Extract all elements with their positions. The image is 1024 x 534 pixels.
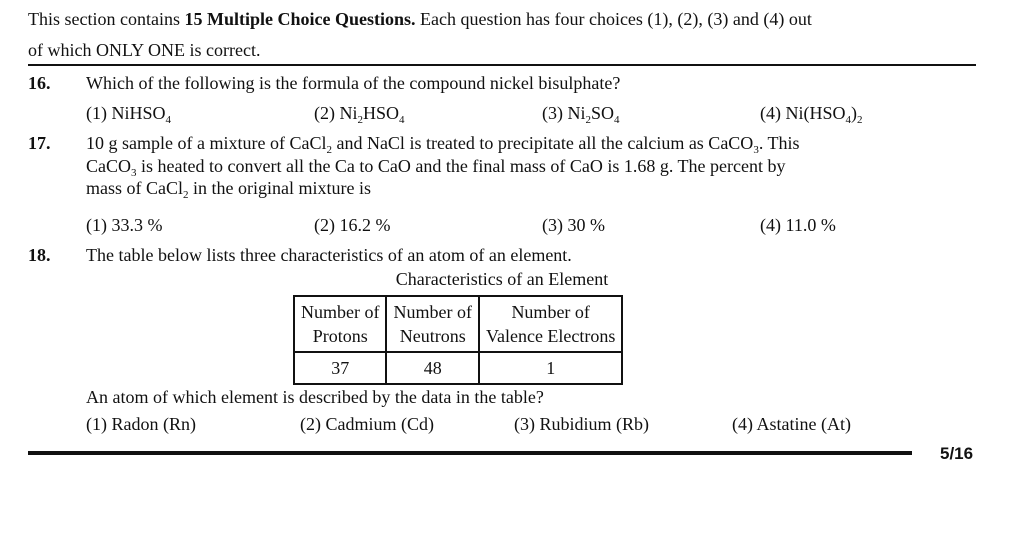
formula-part: ) bbox=[851, 103, 858, 123]
stem-text: 10 g sample of a mixture of CaCl bbox=[86, 133, 327, 153]
table-header-row bbox=[294, 296, 622, 352]
characteristics-table bbox=[293, 295, 623, 385]
option-label: (3) bbox=[542, 103, 563, 123]
option-3[interactable] bbox=[542, 102, 620, 125]
option-2[interactable] bbox=[314, 102, 405, 125]
question-16-options bbox=[86, 102, 976, 124]
subscript: 3 bbox=[131, 166, 137, 179]
question-stem: The table below lists three characteristics of an atom of an element. bbox=[86, 245, 572, 265]
formula-part: SO bbox=[591, 103, 615, 123]
formula-part: HSO bbox=[363, 103, 400, 123]
question-17-options bbox=[86, 214, 976, 236]
stem-text: and NaCl is treated to precipitate all the calcium as CaCO bbox=[331, 133, 754, 153]
header-text: Number of bbox=[393, 302, 472, 322]
subscript: 4 bbox=[399, 114, 405, 126]
header-protons bbox=[294, 296, 386, 352]
option-1[interactable] bbox=[86, 102, 171, 125]
stem-text: in the original mixture is bbox=[188, 178, 371, 198]
header-text: Valence Electrons bbox=[485, 326, 616, 346]
subscript: 2 bbox=[857, 114, 863, 126]
cell-valence-electrons: 1 bbox=[479, 352, 622, 384]
option-1[interactable]: (1) Radon (Rn) bbox=[86, 414, 196, 434]
subscript: 2 bbox=[326, 144, 332, 156]
cell-protons: 37 bbox=[294, 352, 386, 384]
question-number: 16. bbox=[28, 73, 51, 93]
stem-text: mass of CaCl bbox=[86, 178, 183, 198]
header-text: Number of bbox=[301, 302, 380, 322]
subscript: 2 bbox=[357, 114, 363, 126]
option-label: (4) bbox=[760, 103, 781, 123]
option-2[interactable]: (2) 16.2 % bbox=[314, 215, 391, 235]
option-4[interactable]: (4) Astatine (At) bbox=[732, 414, 851, 434]
option-label: (2) bbox=[314, 103, 335, 123]
question-18 bbox=[28, 244, 976, 267]
section-instructions bbox=[28, 4, 976, 66]
option-3[interactable]: (3) 30 % bbox=[542, 215, 605, 235]
option-2[interactable]: (2) Cadmium (Cd) bbox=[300, 414, 434, 434]
question-16 bbox=[28, 72, 976, 95]
question-number: 17. bbox=[28, 133, 51, 153]
page-number: 5/16 bbox=[940, 444, 974, 463]
intro-text-rest: Each question has four choices (1), (2), (3) and (4) out bbox=[420, 9, 812, 29]
table-row bbox=[294, 352, 622, 384]
subscript: 4 bbox=[614, 114, 620, 126]
formula-part: Ni bbox=[567, 103, 586, 123]
formula-part: NiHSO bbox=[111, 103, 166, 123]
subscript: 4 bbox=[165, 114, 172, 126]
cell-neutrons: 48 bbox=[386, 352, 478, 384]
formula-part: Ni bbox=[339, 103, 358, 123]
option-4[interactable] bbox=[760, 102, 863, 125]
header-text: Number of bbox=[511, 302, 590, 322]
option-label: (1) bbox=[86, 103, 107, 123]
question-18-prompt bbox=[28, 386, 976, 409]
stem-text: CaCO bbox=[86, 155, 131, 176]
question-stem bbox=[86, 132, 976, 200]
header-text: Neutrons bbox=[399, 326, 466, 346]
intro-bold-text: 15 Multiple Choice Questions. bbox=[184, 9, 416, 29]
header-text: Protons bbox=[312, 326, 368, 346]
formula-part: Ni(HSO bbox=[785, 103, 846, 123]
subscript: 2 bbox=[183, 189, 189, 201]
question-number: 18. bbox=[28, 245, 51, 265]
question-stem: Which of the following is the formula of the compound nickel bisulphate? bbox=[86, 73, 621, 93]
option-1[interactable]: (1) 33.3 % bbox=[86, 215, 163, 235]
question-text: An atom of which element is described by the data in the table? bbox=[86, 387, 544, 407]
question-18-options bbox=[86, 413, 976, 435]
divider-bottom bbox=[28, 451, 912, 455]
header-neutrons bbox=[386, 296, 478, 352]
subscript: 2 bbox=[585, 114, 591, 126]
header-valence-electrons bbox=[479, 296, 622, 352]
question-17 bbox=[28, 132, 976, 200]
option-4[interactable]: (4) 11.0 % bbox=[760, 215, 836, 235]
subscript: 4 bbox=[845, 114, 852, 126]
intro-text: This section contains bbox=[28, 9, 180, 29]
option-3[interactable]: (3) Rubidium (Rb) bbox=[514, 414, 649, 434]
stem-text: . This bbox=[758, 133, 800, 153]
stem-text: is heated to convert all the Ca to CaO and the final mass of CaO is 1.68 g. The percent by bbox=[136, 155, 786, 176]
subscript: 3 bbox=[753, 144, 759, 156]
intro-text-line2: of which ONLY ONE is correct. bbox=[28, 40, 261, 60]
table-caption: Characteristics of an Element bbox=[395, 269, 609, 289]
divider-top bbox=[28, 64, 976, 66]
